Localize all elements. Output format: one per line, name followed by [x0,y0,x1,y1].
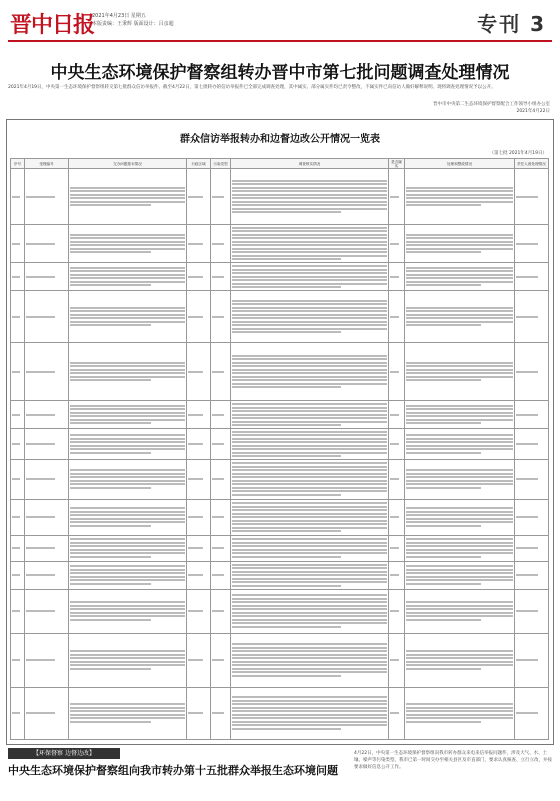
table-body [11,169,549,740]
table-row [11,687,549,739]
table-cell [389,589,405,633]
table-cell [187,687,211,739]
masthead-divider [8,40,552,42]
issue-editors: 本版责编：王秉辉 版面设计：吕彦超 [92,21,174,27]
table-cell [231,343,389,401]
table-cell [405,633,515,687]
table-cell [69,589,187,633]
table-cell [231,589,389,633]
header-cell: 调查核实情况 [231,159,389,169]
table-cell [389,459,405,499]
table-cell [187,263,211,291]
table-cell [515,459,549,499]
table-cell [187,561,211,589]
table-cell [69,429,187,460]
table-cell [515,535,549,561]
table-cell [405,169,515,225]
table-cell [405,459,515,499]
table-cell [25,561,69,589]
table-row [11,263,549,291]
table-cell [25,169,69,225]
table-cell [405,687,515,739]
table-cell [211,459,231,499]
table-cell [211,589,231,633]
table-cell [405,343,515,401]
table-cell [211,687,231,739]
table-cell [11,633,25,687]
table-cell [389,499,405,535]
table-row [11,535,549,561]
table-cell [25,263,69,291]
table-cell [515,561,549,589]
table-cell [389,263,405,291]
table-cell [11,535,25,561]
header-cell: 责任人被处理情况 [515,159,549,169]
table-cell [11,429,25,460]
page-headline: 中央生态环境保护督察组转办晋中市第七批问题调查处理情况 [50,63,510,83]
table-cell [69,263,187,291]
table-box [6,119,554,745]
footer-headline: 中央生态环境保护督察组向我市转办第十五批群众举报生态环境问题 [8,764,338,777]
table-cell [231,291,389,343]
table-cell [515,499,549,535]
table-cell [389,291,405,343]
table-cell [389,225,405,263]
table-row [11,589,549,633]
footer-body: 4月22日，中央第一生态环境保护督察组向我市转办群众来电来信举报问题件，涉及大气、水、土壤、噪声等污染类型。我市已第一时间交办至相关县区及市直部门，要求认真核查、立行立改，并按要求做好信息公开工作。 [354,751,552,770]
table-cell [187,429,211,460]
table-cell [211,291,231,343]
table-cell [405,535,515,561]
table-cell [211,169,231,225]
table-cell [405,291,515,343]
table-cell [515,291,549,343]
table-cell [405,263,515,291]
table-cell [515,589,549,633]
table-cell [515,225,549,263]
table-cell [187,589,211,633]
table-cell [231,687,389,739]
header-cell: 处理和整改情况 [405,159,515,169]
table-cell [11,687,25,739]
table-cell [11,401,25,429]
table-cell [515,429,549,460]
table-cell [231,429,389,460]
table-cell [405,225,515,263]
table-cell [389,401,405,429]
table-cell [231,401,389,429]
table-cell [515,343,549,401]
table-cell [69,291,187,343]
table-cell [231,499,389,535]
table-cell [405,401,515,429]
table-row [11,459,549,499]
table-cell [211,263,231,291]
org-name: 晋中市中央第二生态环境保护督察配合工作领导小组办公室 [433,102,550,107]
table-cell [11,561,25,589]
header-cell: 受理编号 [25,159,69,169]
table-row [11,401,549,429]
table-cell [211,499,231,535]
table-cell [11,459,25,499]
issue-meta [92,12,174,28]
table-cell [187,169,211,225]
table-cell [187,499,211,535]
table-cell [389,535,405,561]
table-row [11,169,549,225]
table-cell [211,633,231,687]
table-cell [11,169,25,225]
table-cell [389,561,405,589]
table-cell [211,401,231,429]
footer-section [0,746,560,801]
issuing-organization [433,101,550,115]
table-cell [211,225,231,263]
table-row [11,561,549,589]
table-cell [187,401,211,429]
table-cell [25,401,69,429]
header-cell: 是否属实 [389,159,405,169]
section-title: 专刊 3 [477,12,546,36]
table-cell [231,225,389,263]
table-cell [515,401,549,429]
newspaper-logo: 晋中日报 [10,12,95,38]
table-cell [187,343,211,401]
table-cell [211,561,231,589]
table-cell [515,633,549,687]
table-row [11,429,549,460]
table-cell [69,499,187,535]
table-cell [187,225,211,263]
table-header-row [11,159,549,169]
table-cell [389,633,405,687]
table-cell [187,535,211,561]
table-cell [69,687,187,739]
header-cell: 污染类型 [211,159,231,169]
table-cell [11,291,25,343]
table-cell [25,589,69,633]
table-cell [187,459,211,499]
table-cell [405,429,515,460]
table-cell [405,589,515,633]
table-cell [405,561,515,589]
table-note: （第七批 2021年4月19日） [489,151,547,156]
table-cell [25,499,69,535]
table-cell [389,343,405,401]
table-cell [25,535,69,561]
table-cell [211,535,231,561]
table-cell [25,343,69,401]
issue-date: 2021年4月23日 星期五 [92,13,146,19]
table-cell [389,687,405,739]
table-cell [515,687,549,739]
table-cell [405,499,515,535]
table-row [11,633,549,687]
table-row [11,499,549,535]
table-cell [69,535,187,561]
table-cell [515,263,549,291]
table-cell [25,225,69,263]
table-cell [69,633,187,687]
table-row [11,343,549,401]
header-cell: 交办问题基本情况 [69,159,187,169]
org-date: 2021年4月22日 [516,109,550,114]
table-cell [11,225,25,263]
table-cell [231,561,389,589]
table-cell [69,225,187,263]
table-row [11,225,549,263]
table-cell [515,169,549,225]
footer-tag: 【环保督察 边督边改】 [8,748,120,759]
lead-paragraph: 2021年4月19日，中央第一生态环境保护督察组转交第七批群众信访举报件。截至4月22日，第七批转办的信访举报件已全部完成调查处理，其中属实、部分属实件均已责令整改，不属实件已向信访人做好解释说明。现将调查处理情况予以公开。 [8,85,496,90]
petition-table [10,158,549,740]
table-cell [187,633,211,687]
table-cell [25,633,69,687]
table-cell [231,263,389,291]
table-cell [389,169,405,225]
table-title: 群众信访举报转办和边督边改公开情况一览表 [180,134,380,145]
table-cell [187,291,211,343]
table-cell [11,589,25,633]
table-cell [69,169,187,225]
table-cell [211,429,231,460]
table-cell [11,263,25,291]
table-cell [11,499,25,535]
table-cell [211,343,231,401]
table-cell [389,429,405,460]
table-cell [25,291,69,343]
table-cell [231,633,389,687]
table-cell [69,401,187,429]
table-cell [25,459,69,499]
masthead [0,0,560,50]
table-row [11,291,549,343]
table-cell [231,535,389,561]
table-cell [231,169,389,225]
header-cell: 序号 [11,159,25,169]
table-cell [69,343,187,401]
header-cell: 行政区域 [187,159,211,169]
table-cell [231,459,389,499]
table-cell [25,687,69,739]
table-cell [25,429,69,460]
table-cell [69,561,187,589]
table-cell [69,459,187,499]
table-cell [11,343,25,401]
